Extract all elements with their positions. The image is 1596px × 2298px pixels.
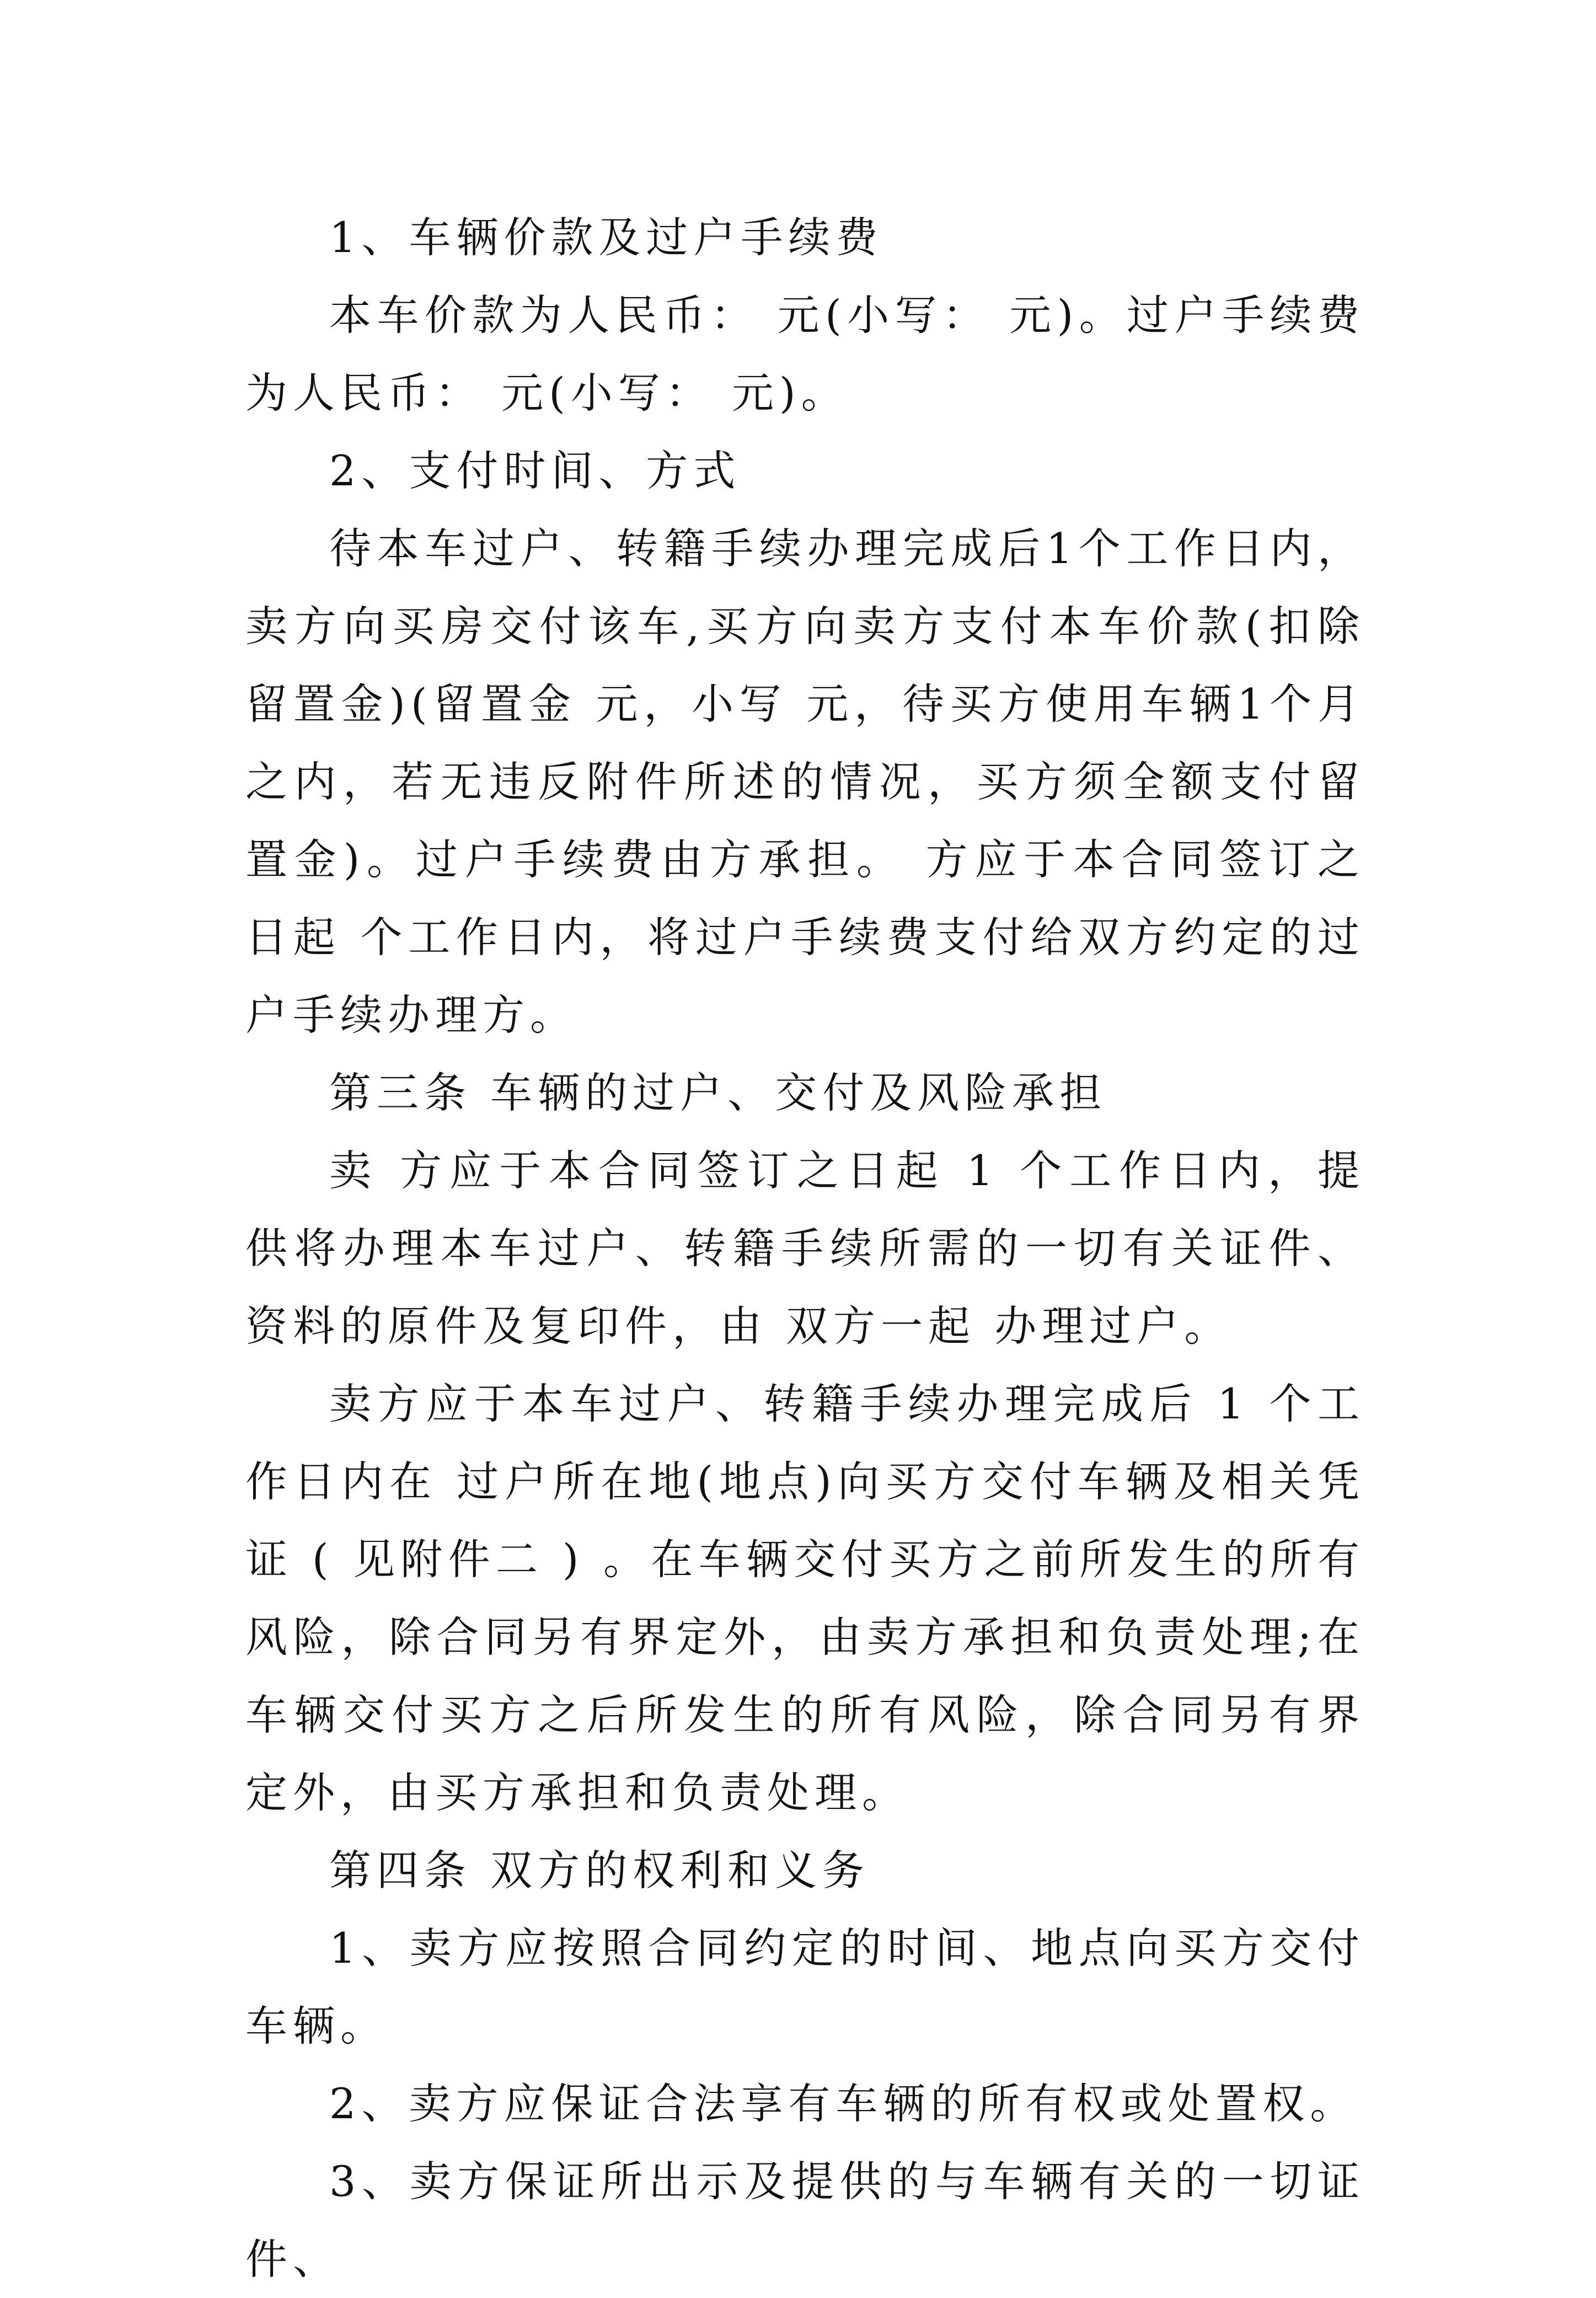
paragraph-payment-heading: 2、支付时间、方式 xyxy=(329,446,741,495)
paragraph-article-four-heading: 第四条 双方的权利和义务 xyxy=(329,1846,870,1895)
paragraph-article-three-heading: 第三条 车辆的过户、交付及风险承担 xyxy=(329,1068,1107,1117)
paragraph-delivery-risk: 卖方应于本车过户、转籍手续办理完成后 1 个工作日内在 过户所在地(地点)向买方交付车辆及相关凭证 ( 见附件二 ) 。在车辆交付买方之前所发生的所有风险，除合同另有界定外，由卖方承担和负责处理;在车辆交付买方之后所发生的所有风险，除合同另有界定外，由买方承担和负责处理。 xyxy=(245,1379,1365,1817)
document-body xyxy=(245,199,1365,2298)
paragraph-price-amount: 本车价款为人民币： 元(小写： 元)。过户手续费为人民币： 元(小写： 元)。 xyxy=(245,291,1365,417)
paragraph-price-heading: 1、车辆价款及过户手续费 xyxy=(329,213,883,262)
paragraph-payment-terms: 待本车过户、转籍手续办理完成后1个工作日内，卖方向买房交付该车,买方向卖方支付本车价款(扣除留置金)(留置金 元，小写 元，待买方使用车辆1个月之内，若无违反附件所述的情况，买方须全额支付留置金)。过户手续费由方承担。 方应于本合同签订之日起 个工作日内，将过户手续费支付给双方约定的过户手续办理方。 xyxy=(245,524,1365,1040)
paragraph-seller-obligation-3: 3、卖方保证所出示及提供的与车辆有关的一切证件、 xyxy=(245,2157,1365,2284)
paragraph-transfer-documents: 卖 方应于本合同签订之日起 1 个工作日内，提供将办理本车过户、转籍手续所需的一切有关证件、资料的原件及复印件，由 双方一起 办理过户。 xyxy=(245,1146,1365,1351)
paragraph-seller-obligation-1: 1、卖方应按照合同约定的时间、地点向买方交付车辆。 xyxy=(245,1924,1365,2050)
paragraph-seller-obligation-2: 2、卖方应保证合法享有车辆的所有权或处置权。 xyxy=(329,2079,1358,2128)
